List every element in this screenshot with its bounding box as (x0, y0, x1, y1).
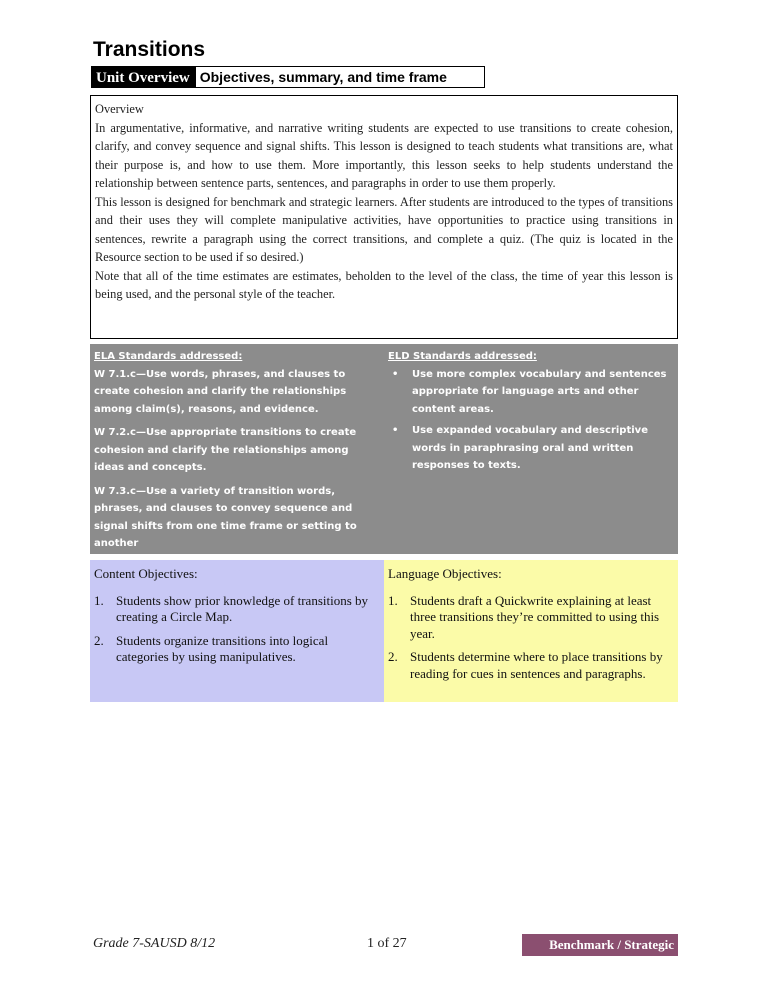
content-objective-item (94, 593, 380, 626)
language-objective-item (388, 649, 674, 682)
item-number: 2. (94, 632, 104, 648)
language-objective-text: Students determine where to place transitions by reading for cues in sentences and paragraphs. (410, 649, 663, 681)
bullet-icon: • (392, 425, 399, 436)
language-objective-text: Students draft a Quickwrite explaining at least three transitions they’re committed to using this year. (410, 592, 660, 641)
section-subtitle-tab: Objectives, summary, and time frame (195, 66, 485, 88)
eld-standard-text: Use expanded vocabulary and descriptive words in paraphrasing oral and written responses to texts. (412, 425, 648, 471)
footer-page-number: 1 of 27 (367, 936, 407, 951)
section-tabs (91, 66, 485, 88)
ela-standards (94, 348, 374, 553)
item-number: 1. (388, 592, 398, 608)
overview-paragraph: This lesson is designed for benchmark and strategic learners. After students are introduced to the types of transitions and their uses they will complete manipulative activities, have opportunities to practice using transitions in sentences, rewrite a paragraph using the correct transitions, and complete a quiz. (The quiz is located in the Resource section to be used if so desired.) (95, 194, 673, 264)
language-objectives (384, 560, 678, 702)
content-objective-item (94, 633, 380, 666)
item-number: 1. (94, 592, 104, 608)
eld-standard-text: Use more complex vocabulary and sentences appropriate for language arts and other content areas. (412, 368, 667, 415)
standards-box (90, 344, 678, 554)
content-objectives-heading: Content Objectives: (94, 566, 198, 581)
overview-heading: Overview (95, 102, 144, 116)
page-title: Transitions (93, 38, 206, 61)
eld-standards (388, 348, 672, 475)
eld-standards-list (388, 366, 672, 475)
eld-standard-item (388, 366, 672, 419)
content-objective-text: Students organize transitions into logical categories by using manipulatives. (116, 632, 329, 664)
ela-standards-heading: ELA Standards addressed: (94, 351, 243, 362)
language-objectives-heading: Language Objectives: (388, 566, 502, 581)
bullet-icon: • (392, 368, 399, 380)
content-objectives-list (94, 593, 380, 666)
eld-standards-heading: ELD Standards addressed: (388, 351, 537, 362)
content-objectives (90, 560, 384, 702)
language-objectives-list (388, 593, 674, 683)
language-objective-item (388, 593, 674, 643)
ela-standard-item: W 7.3.c—Use a variety of transition words, phrases, and clauses to convey sequence and signal shifts from one time frame or setting to another (94, 485, 357, 549)
overview-paragraph: In argumentative, informative, and narrative writing students are expected to use transitions to create cohesion, clarify, and convey sequence and signal shifts. This lesson is designed to teach students what transitions are, what their purpose is, and how to use them. More importantly, this lesson seeks to help students understand the relationship between sentence parts, sentences, and paragraphs in order to use them properly. (95, 120, 673, 190)
overview-paragraph: Note that all of the time estimates are estimates, beholden to the level of the class, the time of year this lesson is being used, and the personal style of the teacher. (95, 268, 673, 301)
content-objective-text: Students show prior knowledge of transitions by creating a Circle Map. (116, 592, 369, 624)
ela-standard-item: W 7.1.c—Use words, phrases, and clauses to create cohesion and clarify the relationships among claim(s), reasons, and evidence. (94, 368, 347, 415)
item-number: 2. (388, 649, 398, 664)
footer-level-badge: Benchmark / Strategic (522, 934, 678, 956)
objectives-box (90, 560, 678, 702)
ela-standard-item: W 7.2.c—Use appropriate transitions to create cohesion and clarify the relationships among ideas and concepts. (94, 427, 357, 473)
eld-standard-item (388, 422, 672, 475)
overview-box (90, 95, 678, 339)
footer-grade-label: Grade 7-SAUSD 8/12 (93, 936, 216, 951)
unit-overview-tab: Unit Overview (91, 66, 195, 88)
